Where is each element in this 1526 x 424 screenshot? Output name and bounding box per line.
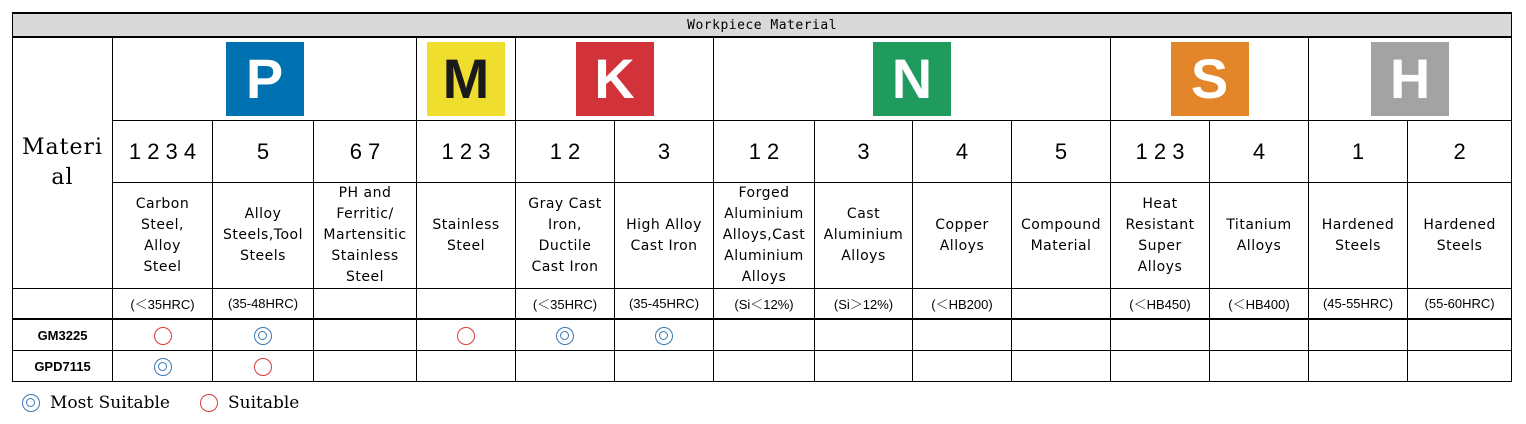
material-name-line: Steels — [1436, 237, 1483, 254]
suitability-cell — [1111, 319, 1210, 351]
material-name-line: Gray Cast — [528, 195, 602, 212]
sub-group-number — [213, 121, 314, 183]
sub-group-number — [113, 121, 213, 183]
material-name-line: Steels,Tool — [223, 227, 303, 243]
material-name-line: Hardened — [1423, 216, 1496, 233]
material-name — [516, 183, 615, 289]
table-row — [13, 351, 1512, 382]
material-name-line: Ductile — [538, 237, 592, 254]
material-name — [714, 183, 815, 289]
material-name-line: Cast Iron — [531, 258, 599, 275]
material-name-line: Titanium — [1226, 216, 1292, 233]
material-name — [913, 183, 1012, 289]
material-name-line: Carbon — [135, 195, 190, 212]
suitability-cell — [615, 351, 714, 382]
sub-group-number — [913, 121, 1012, 183]
legend — [22, 392, 329, 414]
material-header-line: al — [51, 165, 74, 190]
material-name-line: Steel — [143, 258, 182, 275]
material-name — [314, 183, 417, 289]
group-logo-p: P — [226, 42, 304, 116]
hardness-range: (45-55HRC) — [1309, 289, 1408, 320]
material-name-line: Stainless — [432, 216, 500, 233]
hardness-range — [417, 289, 516, 320]
hardness-range: (＜35HRC) — [516, 289, 615, 320]
suitability-cell — [1111, 351, 1210, 382]
table-title: Workpiece Material — [13, 13, 1512, 37]
material-name-line: Alloys — [1137, 258, 1183, 275]
double-circle-icon — [254, 327, 272, 345]
material-name — [113, 183, 213, 289]
material-name-line: Super — [1138, 237, 1182, 254]
material-name — [417, 183, 516, 289]
group-logo-h: H — [1371, 42, 1449, 116]
legend-suitable-label: Suitable — [227, 393, 300, 413]
circle-icon — [254, 358, 272, 376]
suitability-cell — [1012, 351, 1111, 382]
sub-group-number — [1408, 121, 1512, 183]
sub-group-number — [1309, 121, 1408, 183]
sub-group-number — [615, 121, 714, 183]
material-name-line: Material — [1030, 237, 1092, 254]
suitability-cell — [815, 351, 913, 382]
legend-suitable — [200, 393, 299, 413]
circle-icon — [457, 327, 475, 345]
group-cell-p — [113, 37, 417, 121]
suitability-cell — [714, 319, 815, 351]
material-name-line: Steels — [240, 248, 286, 264]
sub-group-number-text: 1 2 — [549, 138, 581, 164]
material-name-line: Resistant — [1125, 216, 1195, 233]
hardness-range: (Si＜12%) — [714, 289, 815, 320]
sub-group-number-text: 4 — [955, 138, 969, 164]
material-table-container — [12, 12, 1511, 382]
sub-group-number — [714, 121, 815, 183]
sub-group-number-text: 5 — [256, 138, 270, 164]
material-name — [615, 183, 714, 289]
group-cell-n — [714, 37, 1111, 121]
sub-group-number — [314, 121, 417, 183]
suitability-cell — [1210, 351, 1309, 382]
hardness-range: (35-48HRC) — [213, 289, 314, 320]
suitability-cell — [714, 351, 815, 382]
material-name — [815, 183, 913, 289]
sub-group-number — [1111, 121, 1210, 183]
suitability-cell — [1210, 319, 1309, 351]
group-cell-k — [516, 37, 714, 121]
material-name-line: Aluminium — [823, 227, 904, 243]
suitability-cell — [113, 351, 213, 382]
suitability-cell — [1012, 319, 1111, 351]
sub-group-number-text: 1 2 3 — [1135, 138, 1185, 164]
hardness-range — [1012, 289, 1111, 320]
material-name-line: Cast Iron — [630, 237, 698, 254]
material-name-line: Alloys — [939, 237, 985, 254]
material-name-line: Steel, — [141, 216, 184, 233]
hardness-range: (55-60HRC) — [1408, 289, 1512, 320]
material-name — [1111, 183, 1210, 289]
material-name-line: Stainless — [331, 248, 399, 264]
material-name-line: Steels — [1335, 237, 1381, 254]
material-name-line: Forged — [738, 185, 790, 201]
sub-group-number — [417, 121, 516, 183]
material-name-line: Aluminium — [724, 248, 804, 264]
material-name-line: Alloys — [741, 269, 787, 285]
hardness-range: (＜35HRC) — [113, 289, 213, 320]
sub-group-number — [516, 121, 615, 183]
material-name-line: Hardened — [1321, 216, 1395, 233]
circle-icon — [200, 394, 218, 412]
group-cell-m — [417, 37, 516, 121]
material-table — [12, 12, 1512, 382]
material-name — [1012, 183, 1111, 289]
group-logo-s: S — [1171, 42, 1249, 116]
double-circle-icon — [655, 327, 673, 345]
hardness-range: (Si＞12%) — [815, 289, 913, 320]
sub-group-number — [1210, 121, 1309, 183]
material-name — [1210, 183, 1309, 289]
hardness-range — [314, 289, 417, 320]
suitability-cell — [113, 319, 213, 351]
suitability-cell — [913, 351, 1012, 382]
sub-group-number-text: 1 — [1351, 138, 1365, 164]
suitability-cell — [615, 319, 714, 351]
suitability-cell — [516, 319, 615, 351]
hardness-label-empty — [13, 289, 113, 320]
material-header — [13, 37, 113, 289]
material-name-line: Heat — [1142, 195, 1178, 212]
material-name-line: Alloy — [144, 237, 181, 254]
suitability-cell — [1408, 351, 1512, 382]
grade-name: GM3225 — [13, 319, 113, 351]
material-name-line: PH and — [338, 185, 392, 201]
material-name-line: Steel — [346, 269, 384, 285]
sub-group-number-text: 3 — [657, 138, 671, 164]
sub-group-number-text: 5 — [1054, 138, 1068, 164]
sub-group-number-text: 3 — [857, 138, 870, 164]
suitability-cell — [417, 351, 516, 382]
material-name-line: Aluminium — [724, 206, 804, 222]
suitability-cell — [314, 319, 417, 351]
suitability-cell — [417, 319, 516, 351]
suitability-cell — [516, 351, 615, 382]
material-name — [213, 183, 314, 289]
material-name-line: High Alloy — [626, 216, 702, 233]
material-name-line: Compound — [1020, 216, 1102, 233]
material-name-line: Ferritic/ — [336, 206, 394, 222]
group-cell-h — [1309, 37, 1512, 121]
legend-most-label: Most Suitable — [50, 393, 170, 413]
hardness-range: (35-45HRC) — [615, 289, 714, 320]
material-name-line: Copper — [935, 216, 989, 233]
group-logo-m: M — [427, 42, 505, 116]
material-name-line: Cast — [846, 206, 881, 222]
sub-group-number-text: 1 2 3 4 — [128, 138, 197, 164]
group-logo-k: K — [576, 42, 654, 116]
double-circle-icon — [22, 394, 40, 412]
suitability-cell — [213, 319, 314, 351]
sub-group-number-text: 1 2 3 — [441, 138, 491, 164]
double-circle-icon — [556, 327, 574, 345]
suitability-cell — [1309, 351, 1408, 382]
hardness-range: (＜HB450) — [1111, 289, 1210, 320]
suitability-cell — [815, 319, 913, 351]
material-name-line: Martensitic — [323, 227, 407, 243]
suitability-cell — [913, 319, 1012, 351]
sub-group-number-text: 2 — [1453, 138, 1466, 164]
grade-name: GPD7115 — [13, 351, 113, 382]
sub-group-number — [815, 121, 913, 183]
suitability-cell — [314, 351, 417, 382]
suitability-cell — [1309, 319, 1408, 351]
sub-group-number-text: 6 7 — [349, 138, 381, 164]
material-name-line: Alloys,Cast — [722, 227, 806, 243]
suitability-cell — [213, 351, 314, 382]
sub-group-number — [1012, 121, 1111, 183]
material-name-line: Steel — [447, 237, 485, 254]
material-name-line: Iron, — [548, 216, 582, 233]
hardness-range: (＜HB400) — [1210, 289, 1309, 320]
group-logo-n: N — [873, 42, 951, 116]
hardness-range: (＜HB200) — [913, 289, 1012, 320]
legend-most-suitable — [22, 393, 170, 413]
material-name — [1408, 183, 1512, 289]
sub-group-number-text: 4 — [1252, 138, 1266, 164]
material-name-line: Alloy — [244, 206, 282, 222]
double-circle-icon — [154, 358, 172, 376]
group-cell-s — [1111, 37, 1309, 121]
material-name — [1309, 183, 1408, 289]
suitability-cell — [1408, 319, 1512, 351]
material-name-line: Alloys — [1236, 237, 1282, 254]
material-header-line: Materi — [21, 135, 104, 160]
sub-group-number-text: 1 2 — [748, 138, 780, 164]
circle-icon — [154, 327, 172, 345]
material-name-line: Alloys — [841, 248, 886, 264]
table-row — [13, 319, 1512, 351]
